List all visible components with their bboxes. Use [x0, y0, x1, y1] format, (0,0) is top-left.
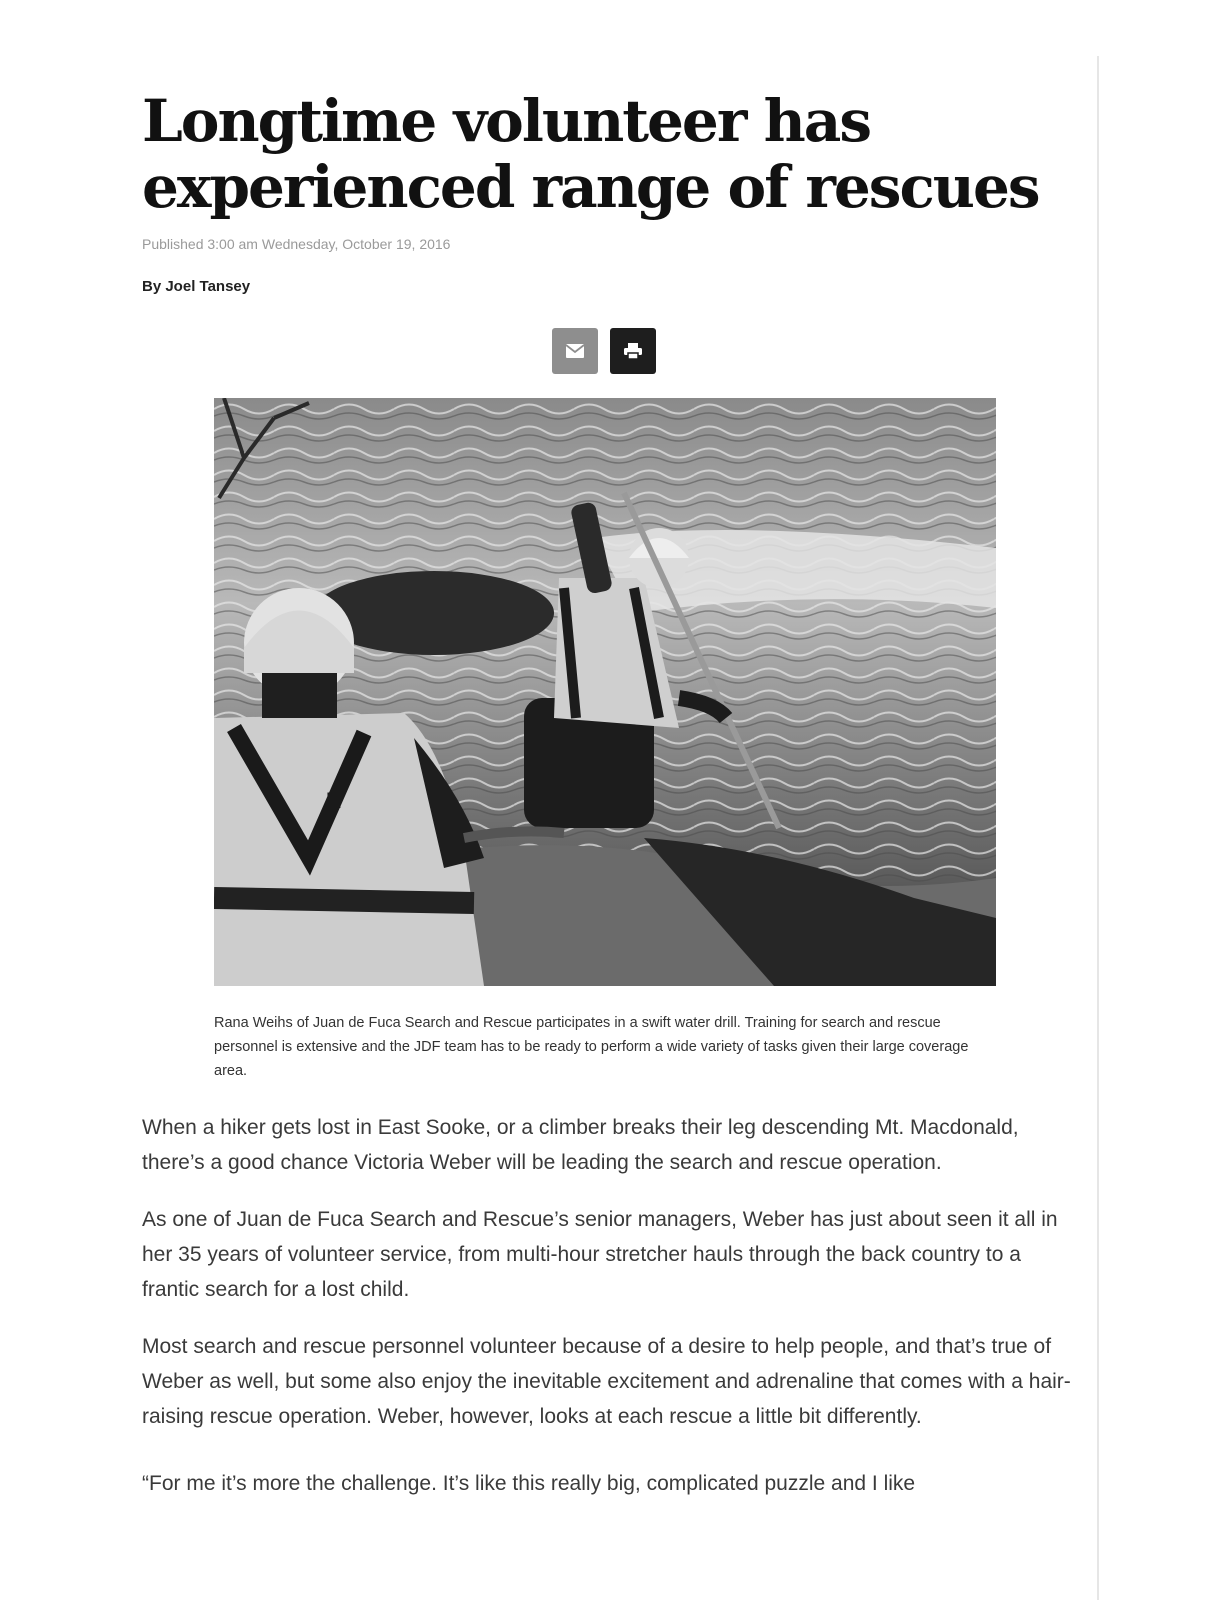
paragraph: “For me it’s more the challenge. It’s like this really big, complicated puzzle and I like: [142, 1472, 916, 1495]
article-body: [142, 1110, 1072, 1523]
share-bar: [552, 328, 656, 374]
byline: By Joel Tansey: [142, 278, 251, 295]
article-headline: Longtime volunteer has experienced range of rescues: [142, 87, 1039, 221]
paragraph: Most search and rescue personnel volunteer because of a desire to help people, and that’s true of Weber as well, but some also enjoy the inevitable excitement and adrenaline that comes with a hair-raising rescue operation. Weber, however, looks at each rescue a little bit differently.: [142, 1335, 1071, 1428]
paragraph: When a hiker gets lost in East Sooke, or a climber breaks their leg descending Mt. Macdonald, there’s a good chance Victoria Weber will be leading the search and rescue operation.: [142, 1116, 1019, 1174]
printer-icon: [623, 342, 643, 360]
article: [142, 87, 1072, 1495]
email-share-button[interactable]: [552, 328, 598, 374]
envelope-icon: [565, 343, 585, 359]
print-button[interactable]: [610, 328, 656, 374]
article-photo: [214, 398, 996, 986]
helmet-letter: H: [326, 788, 342, 813]
sidebar-divider: [1097, 56, 1099, 1600]
publish-date: Published 3:00 am Wednesday, October 19, 2016: [142, 236, 451, 252]
photo-caption: Rana Weihs of Juan de Fuca Search and Rescue participates in a swift water drill. Training for search and rescue personnel is extensive and the JDF team has to be ready to perform a wide variety of tasks given their large coverage area.: [214, 1015, 969, 1079]
paragraph: As one of Juan de Fuca Search and Rescue’s senior managers, Weber has just about seen it all in her 35 years of volunteer service, from multi-hour stretcher hauls through the back country to a frantic search for a lost child.: [142, 1208, 1058, 1301]
